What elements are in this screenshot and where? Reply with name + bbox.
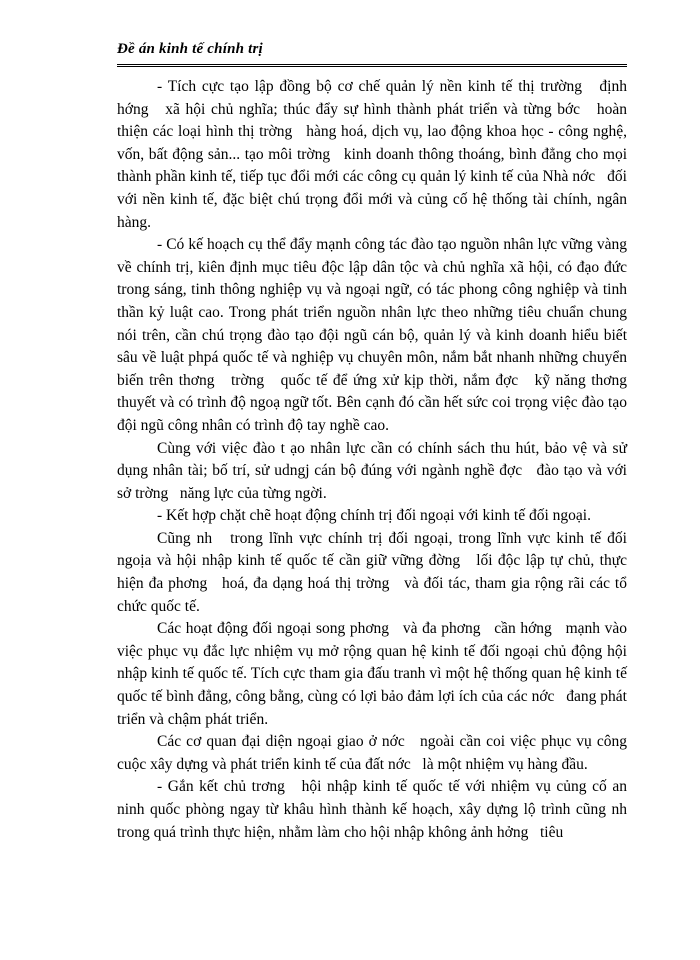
- paragraph: Cùng với việc đào t ạo nhân lực cần có chính sách thu hút, bảo vệ và sử dụng nhân tài; bố trí, sử udngj cán bộ đúng với ngành nghề đợc đào tạo và với sở trờng năng lực của từng ngời.: [117, 439, 631, 502]
- page-header: [117, 40, 627, 67]
- paragraph: Các hoạt động đối ngoại song phơng và đa phơng cần hớng mạnh vào việc phục vụ đắc lực nhiệm vụ mở rộng quan hệ kinh tế đối ngoại chủ động hội nhập kinh tế quốc tế. Tích cực tham gia đấu tranh vì một hệ thống quan hệ kinh tế quốc tế bình đẳng, công bằng, cùng có lợi bảo đảm lợi ích của các nớc đang phát triển và chậm phát triển.: [117, 620, 631, 728]
- paragraph: - Kết hợp chặt chẽ hoạt động chính trị đối ngoại với kinh tế đối ngoại.: [157, 507, 591, 525]
- document-body: [117, 76, 639, 844]
- paragraph: - Có kế hoạch cụ thể đẩy mạnh công tác đào tạo nguồn nhân lực vững vàng về chính trị, kiên định mục tiêu độc lập dân tộc và chủ nghĩa xã hội, có đạo đức trong sáng, tinh thông nghiệp vụ và ngoại ngữ, có tác phong công nghiệp và tinh thần kỷ luật cao. Trong phát triển nguồn nhân lực theo những tiêu chuẩn chung nói trên, cần chú trọng đào tạo đội ngũ cán bộ, quản lý và kinh doanh hiểu biết sâu về luật phpá quốc tế và nghiệp vụ chuyên môn, nắm bắt nhanh những chuyển biến trên thơng trờng quốc tế để ứng xử kịp thời, nắm đợc kỹ năng thơng thuyết và có trình độ ngoạ ngữ tốt. Bên cạnh đó cần hết sức coi trọng việc đào tạo đội ngũ công nhân có trình độ tay nghề cao.: [117, 236, 639, 434]
- header-title: Đề án kinh tế chính trị: [117, 41, 263, 57]
- paragraph: - Tích cực tạo lập đồng bộ cơ chế quản lý nền kinh tế thị trường định hớng xã hội chủ nghĩa; thúc đẩy sự hình thành phát triển và từng bớc hoàn thiện các loại hình thị trờng hàng hoá, dịch vụ, lao động khoa học - công nghệ, vốn, bất động sản... tạo môi trờng kinh doanh thông thoáng, bình đẳng cho mọi thành phần kinh tế, tiếp tục đổi mới các công cụ quản lý kinh tế của Nhà nớc đối với nền kinh tế, đặc biệt chú trọng đổi mới và củng cố hệ thống tài chính, ngân hàng.: [117, 78, 631, 231]
- paragraph: Cũng nh trong lĩnh vực chính trị đối ngoại, trong lĩnh vực kinh tế đối ngoịa và hội nhập kinh tế quốc tế cần giữ vững đờng lối độc lập tự chủ, thực hiện đa phơng hoá, đa dạng hoá thị trờng và đối tác, tham gia rộng rãi các tổ chức quốc tế.: [117, 529, 631, 615]
- paragraph: Các cơ quan đại diện ngoại giao ở nớc ngoài cần coi việc phục vụ công cuộc xây dựng và phát triển kinh tế của đất nớc là một nhiệm vụ hàng đầu.: [117, 733, 631, 773]
- paragraph: - Gắn kết chủ trơng hội nhập kinh tế quốc tế với nhiệm vụ củng cố an ninh quốc phòng ngay từ khâu hình thành kế hoạch, xây dựng lộ trình cũng nh trong quá trình thực hiện, nhằm làm cho hội nhập không ảnh hởng tiêu: [117, 778, 639, 841]
